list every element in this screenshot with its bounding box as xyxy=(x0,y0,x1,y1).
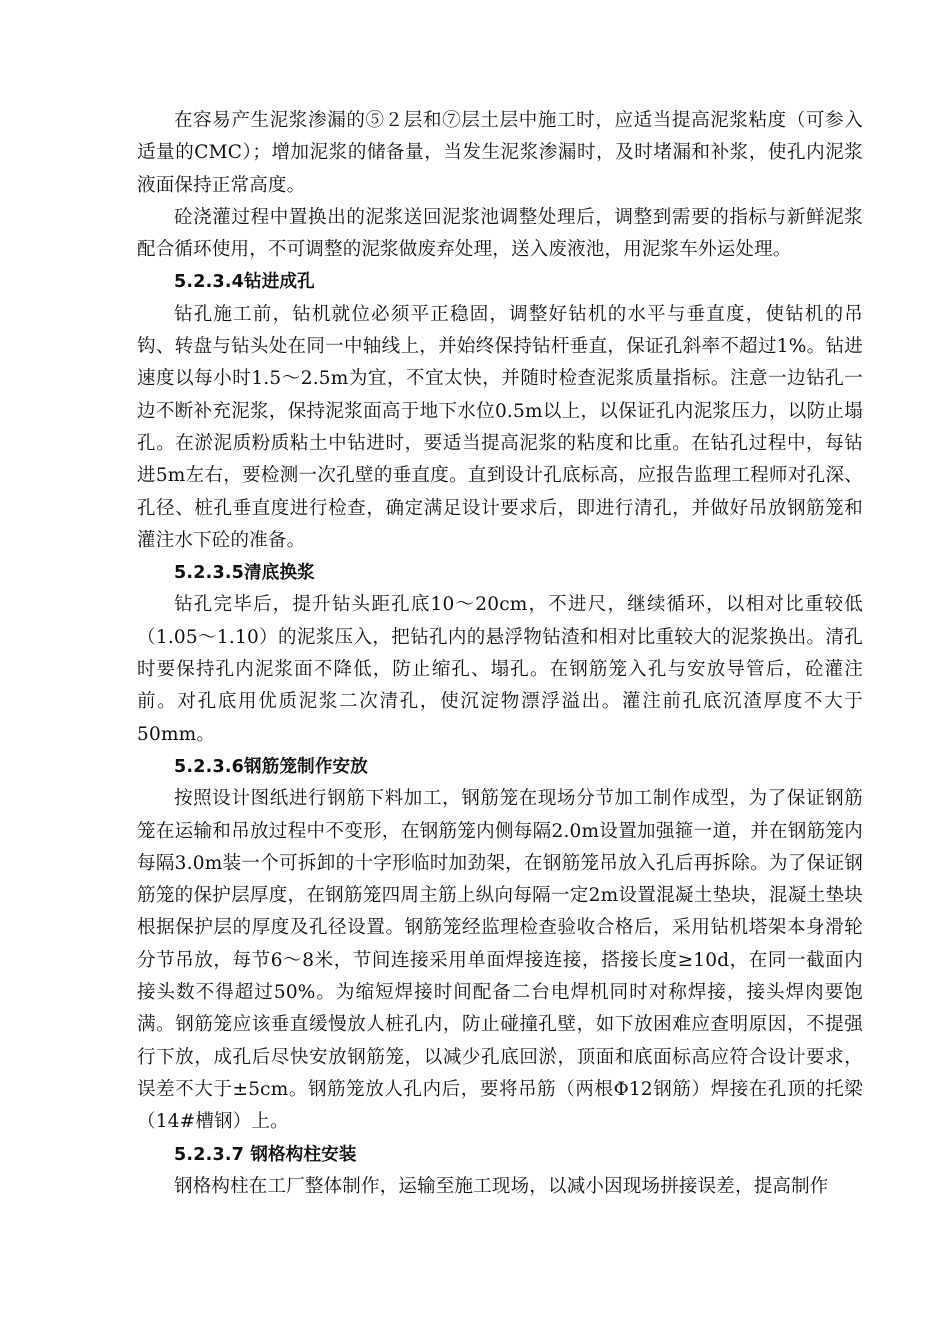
paragraph-hole-cleaning: 钻孔完毕后，提升钻头距孔底10～20cm，不进尺，继续循环，以相对比重较低（1.05～1.10）的泥浆压入，把钻孔内的悬浮物钻渣和相对比重较大的泥浆换出。清孔时要保持孔内泥浆面不降低，防止缩孔、塌孔。在钢筋笼入孔与安放导管后，砼灌注前。对孔底用优质泥浆二次清孔，使沉淀物漂浮溢出。灌注前孔底沉渣厚度不大于50mm。 xyxy=(137,594,863,745)
section-heading-rebar-cage: 5.2.3.6钢筋笼制作安放 xyxy=(174,756,368,777)
paragraph-mud-recycling: 砼浇灌过程中置换出的泥浆送回泥浆池调整处理后，调整到需要的指标与新鲜泥浆配合循环使用，不可调整的泥浆做废弃处理，送入废液池，用泥浆车外运处理。 xyxy=(137,206,863,261)
section-heading-hole-cleaning: 5.2.3.5清底换浆 xyxy=(174,563,315,584)
paragraph-rebar-cage: 按照设计图纸进行钢筋下料加工，钢筋笼在现场分节加工制作成型，为了保证钢筋笼在运输和吊放过程中不变形，在钢筋笼内侧每隔2.0m设置加强箍一道，并在钢筋笼内每隔3.0m装一个可拆卸的十字形临时加劲架，在钢筋笼吊放入孔后再拆除。为了保证钢筋笼的保护层厚度，在钢筋笼四周主筋上纵向每隔一定2m设置混凝土垫块，混凝土垫块根据保护层的厚度及孔径设置。钢筋笼经监理检查验收合格后，采用钻机塔架本身滑轮分节吊放，每节6～8米，节间连接采用单面焊接连接，搭接长度≥10d，在同一截面内接头数不得超过50%。为缩短焊接时间配备二台电焊机同时对称焊接，接头焊肉要饱满。钢筋笼应该垂直缓慢放人桩孔内，防止碰撞孔壁，如下放困难应查明原因，不提强行下放，成孔后尽快安放钢筋笼，以减少孔底回淤，顶面和底面标高应符合设计要求，误差不大于±5cm。钢筋笼放人孔内后，要将吊筋（两根Φ12钢筋）焊接在孔顶的托梁（14#槽钢）上。 xyxy=(137,788,863,1133)
paragraph-drilling: 钻孔施工前，钻机就位必须平正稳固，调整好钻机的水平与垂直度，使钻机的吊钩、转盘与钻头处在同一中轴线上，并始终保持钻杆垂直，保证孔斜率不超过1%。钻进速度以每小时1.5～2.5m为宜，不宜太快，并随时检查泥浆质量指标。注意一边钻孔一边不断补充泥浆，保持泥浆面高于地下水位0.5m以上，以保证孔内泥浆压力，以防止塌孔。在淤泥质粉质粘土中钻进时，要适当提高泥浆的粘度和比重。在钻孔过程中，每钻进5m左右，要检测一次孔壁的垂直度。直到设计孔底标高，应报告监理工程师对孔深、孔径、桩孔垂直度进行检查，确定满足设计要求后，即进行清孔，并做好吊放钢筋笼和灌注水下砼的准备。 xyxy=(137,303,863,551)
section-heading-drilling: 5.2.3.4钻进成孔 xyxy=(174,272,315,293)
section-heading-steel-lattice-column: 5.2.3.7 钢格构柱安装 xyxy=(174,1144,357,1165)
paragraph-steel-lattice-column: 钢格构柱在工厂整体制作，运输至施工现场，以减小因现场拼接误差，提高制作 xyxy=(174,1175,829,1197)
paragraph-mud-leakage: 在容易产生泥浆渗漏的⑤２层和⑦层土层中施工时，应适当提高泥浆粘度（可参入适量的CMC）；增加泥浆的储备量，当发生泥浆渗漏时，及时堵漏和补浆，使孔内泥浆液面保持正常高度。 xyxy=(137,110,863,196)
document-body xyxy=(137,105,863,1203)
